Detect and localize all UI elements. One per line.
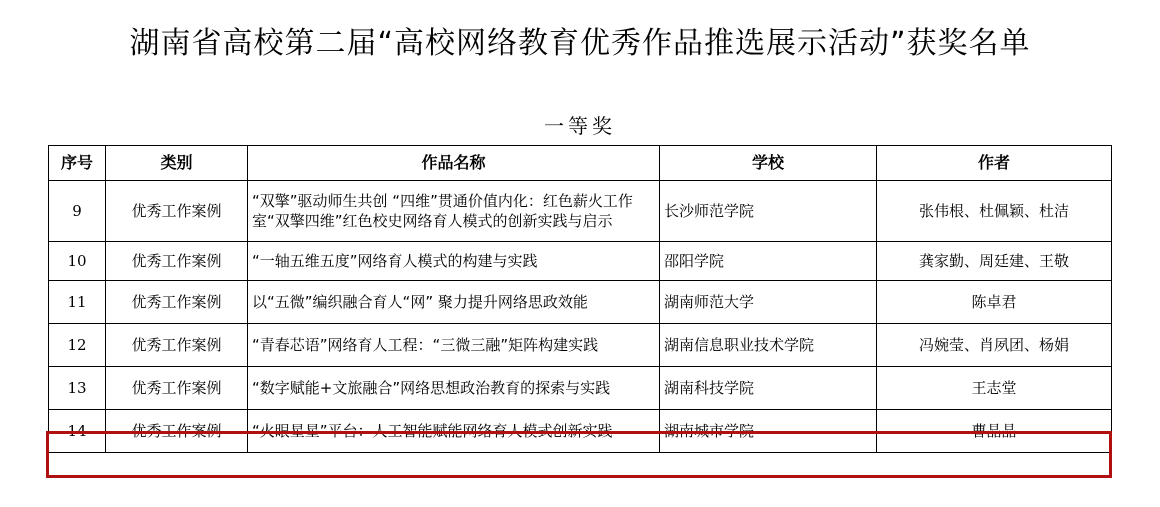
row-work-name: “火眼星星”平台：人工智能赋能网络育人模式创新实践 [248, 410, 660, 453]
table-row [49, 367, 1112, 410]
row-authors: 陈卓君 [877, 281, 1112, 324]
table-row [49, 181, 1112, 242]
row-school: 湖南信息职业技术学院 [660, 324, 877, 367]
row-work-name: “数字赋能+文旅融合”网络思想政治教育的探索与实践 [248, 367, 660, 410]
table-header-row [49, 146, 1112, 181]
row-work-name: “一轴五维五度”网络育人模式的构建与实践 [248, 242, 660, 281]
row-category: 优秀工作案例 [106, 181, 248, 242]
table-row-highlighted [49, 410, 1112, 453]
row-work-name: 以“五微”编织融合育人“网” 聚力提升网络思政效能 [248, 281, 660, 324]
row-category: 优秀工作案例 [106, 367, 248, 410]
row-number: 9 [49, 181, 106, 242]
header-school: 学校 [660, 146, 877, 181]
header-authors: 作者 [877, 146, 1112, 181]
row-number: 10 [49, 242, 106, 281]
table-row [49, 324, 1112, 367]
row-number: 13 [49, 367, 106, 410]
header-work-name: 作品名称 [248, 146, 660, 181]
row-authors: 张伟根、杜佩颖、杜洁 [877, 181, 1112, 242]
table-row [49, 281, 1112, 324]
row-number: 12 [49, 324, 106, 367]
row-work-name: “双擎”驱动师生共创 “四维”贯通价值内化：红色薪火工作室“双擎四维”红色校史网络育人模式的创新实践与启示 [248, 181, 660, 242]
row-category: 优秀工作案例 [106, 324, 248, 367]
row-authors: 王志堂 [877, 367, 1112, 410]
row-school: 湖南科技学院 [660, 367, 877, 410]
award-table [48, 145, 1112, 453]
row-authors: 龚家勤、周廷建、王敬 [877, 242, 1112, 281]
row-authors: 冯婉莹、肖夙团、杨娟 [877, 324, 1112, 367]
table-row [49, 242, 1112, 281]
row-number: 11 [49, 281, 106, 324]
row-category: 优秀工作案例 [106, 410, 248, 453]
row-number: 14 [49, 410, 106, 453]
row-school: 湖南城市学院 [660, 410, 877, 453]
row-category: 优秀工作案例 [106, 242, 248, 281]
row-school: 长沙师范学院 [660, 181, 877, 242]
row-authors: 曹晶晶 [877, 410, 1112, 453]
award-level-heading: 一等奖 [544, 114, 616, 138]
row-school: 邵阳学院 [660, 242, 877, 281]
row-school: 湖南师范大学 [660, 281, 877, 324]
page-title: 湖南省高校第二届“高校网络教育优秀作品推选展示活动”获奖名单 [129, 26, 1031, 61]
row-work-name: “青春芯语”网络育人工程：“三微三融”矩阵构建实践 [248, 324, 660, 367]
header-category: 类别 [106, 146, 248, 181]
row-category: 优秀工作案例 [106, 281, 248, 324]
header-number: 序号 [49, 146, 106, 181]
